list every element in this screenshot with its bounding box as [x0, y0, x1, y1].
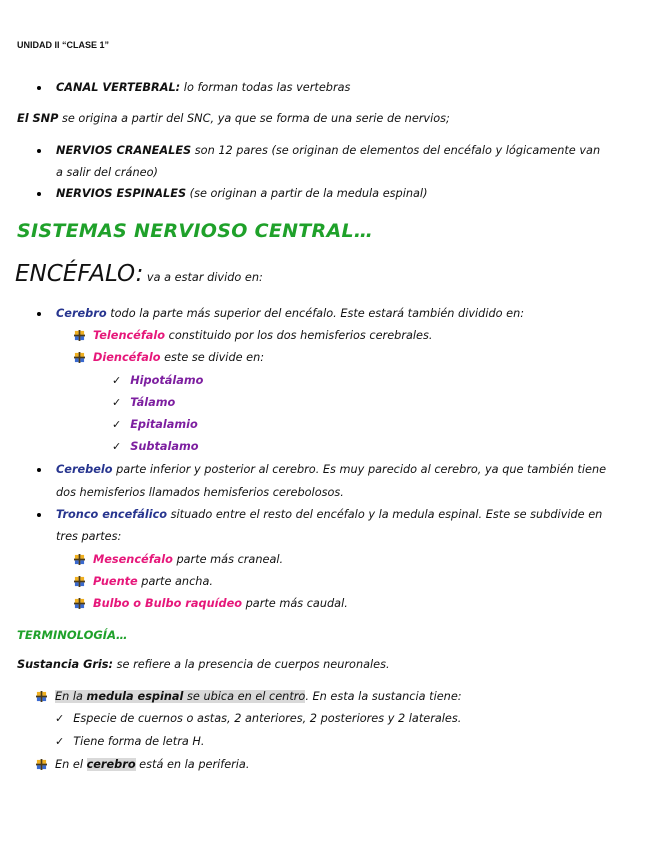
snp-text: se origina a partir del SNC, ya que se forma de una serie de nervios;	[58, 112, 450, 125]
cerebro-term: Cerebro	[56, 307, 107, 320]
canal-term: CANAL VERTEBRAL:	[56, 81, 181, 94]
puente-item	[74, 575, 213, 588]
check-icon: ✓	[112, 396, 122, 409]
medula-post: se ubica en el centro	[183, 690, 306, 703]
bulbo-item	[74, 597, 348, 610]
check-icon: ✓	[112, 374, 122, 387]
bulbo-text: parte más caudal.	[242, 597, 348, 610]
diencefalo-text: este se divide en:	[160, 351, 265, 364]
tronco-text: situado entre el resto del encéfalo y la medula espinal. Este se subdivide en	[167, 508, 603, 521]
cerebelo-text: parte inferior y posterior al cerebro. Es muy parecido al cerebro, ya que también tiene	[112, 463, 607, 476]
puente-text: parte ancha.	[137, 575, 213, 588]
diencefalo-part	[112, 374, 203, 387]
tronco-text-cont: tres partes:	[56, 530, 122, 543]
squares-cross-icon	[74, 554, 85, 565]
squares-cross-icon	[74, 576, 85, 587]
canal-item	[37, 81, 350, 94]
diencefalo-part-label: Subtalamo	[130, 440, 199, 453]
unit-header: UNIDAD II “CLASE 1”	[17, 40, 110, 50]
diencefalo-part-label: Hipotálamo	[130, 374, 204, 387]
craneales-text-cont: a salir del cráneo)	[56, 166, 158, 179]
tronco-item	[37, 508, 602, 521]
mesencefalo-text: parte más craneal.	[172, 553, 284, 566]
cerebelo-term: Cerebelo	[56, 463, 113, 476]
sustancia-paragraph	[17, 658, 390, 671]
bullet-icon	[37, 192, 41, 196]
sustancia-text: se refiere a la presencia de cuerpos neuronales.	[113, 658, 390, 671]
cerebro2-post: está en la periferia.	[135, 758, 250, 771]
craneales-text: son 12 pares (se originan de elementos del encéfalo y lógicamente van	[191, 144, 601, 157]
cerebelo-text-cont: dos hemisferios llamados hemisferios cerebolosos.	[56, 486, 344, 499]
cerebro2-item	[36, 758, 249, 771]
cerebro-item	[37, 307, 524, 320]
squares-cross-icon	[74, 598, 85, 609]
snp-paragraph	[17, 112, 450, 125]
craneales-term: NERVIOS CRANEALES	[56, 144, 192, 157]
medula-check-label: Especie de cuernos o astas, 2 anteriores, 2 posteriores y 2 laterales.	[73, 712, 462, 725]
encefalo-title: ENCÉFALO:	[15, 261, 144, 287]
medula-term: medula espinal	[86, 690, 184, 703]
squares-cross-icon	[36, 691, 47, 702]
tronco-term: Tronco encefálico	[56, 508, 168, 521]
medula-item	[36, 690, 462, 703]
sustancia-term: Sustancia Gris:	[17, 658, 114, 671]
bulbo-term: Bulbo o Bulbo raquídeo	[93, 597, 243, 610]
check-icon: ✓	[112, 440, 122, 453]
puente-term: Puente	[93, 575, 138, 588]
check-icon: ✓	[112, 418, 122, 431]
bullet-icon	[37, 513, 41, 517]
encefalo-paragraph	[15, 261, 263, 287]
squares-cross-icon	[74, 352, 85, 363]
medula-check-label: Tiene forma de letra H.	[73, 735, 205, 748]
bullet-icon	[37, 312, 41, 316]
snc-heading: SISTEMAS NERVIOSO CENTRAL…	[17, 220, 374, 242]
diencefalo-item	[74, 351, 264, 364]
telencefalo-term: Telencéfalo	[93, 329, 166, 342]
diencefalo-part	[112, 440, 199, 453]
snp-term: El SNP	[17, 112, 59, 125]
telencefalo-text: constituido por los dos hemisferios cerebrales.	[165, 329, 433, 342]
medula-pre: En la	[55, 690, 87, 703]
diencefalo-part-label: Epitalamio	[130, 418, 198, 431]
terminologia-heading: TERMINOLOGÍA…	[17, 628, 128, 642]
bullet-icon	[37, 468, 41, 472]
bullet-icon	[37, 149, 41, 153]
medula-check	[55, 735, 204, 748]
craneales-item	[37, 144, 600, 157]
mesencefalo-term: Mesencéfalo	[93, 553, 173, 566]
squares-cross-icon	[36, 759, 47, 770]
canal-text: lo forman todas las vertebras	[180, 81, 351, 94]
squares-cross-icon	[74, 330, 85, 341]
diencefalo-part	[112, 418, 198, 431]
medula-check	[55, 712, 461, 725]
check-icon: ✓	[55, 735, 65, 748]
mesencefalo-item	[74, 553, 283, 566]
cerebro2-pre: En el	[55, 758, 87, 771]
diencefalo-part	[112, 396, 175, 409]
check-icon: ✓	[55, 712, 65, 725]
cerebro2-term: cerebro	[86, 758, 136, 771]
diencefalo-term: Diencéfalo	[93, 351, 161, 364]
medula-highlight	[55, 690, 305, 703]
espinales-item	[37, 187, 427, 200]
espinales-text: (se originan a partir de la medula espinal)	[186, 187, 428, 200]
cerebelo-item	[37, 463, 606, 476]
bullet-icon	[37, 86, 41, 90]
cerebro-text: todo la parte más superior del encéfalo. Este estará también dividido en:	[106, 307, 525, 320]
telencefalo-item	[74, 329, 432, 342]
encefalo-text: va a estar divido en:	[143, 271, 263, 284]
medula-rest: . En esta la sustancia tiene:	[305, 690, 462, 703]
espinales-term: NERVIOS ESPINALES	[56, 187, 187, 200]
diencefalo-part-label: Tálamo	[130, 396, 176, 409]
